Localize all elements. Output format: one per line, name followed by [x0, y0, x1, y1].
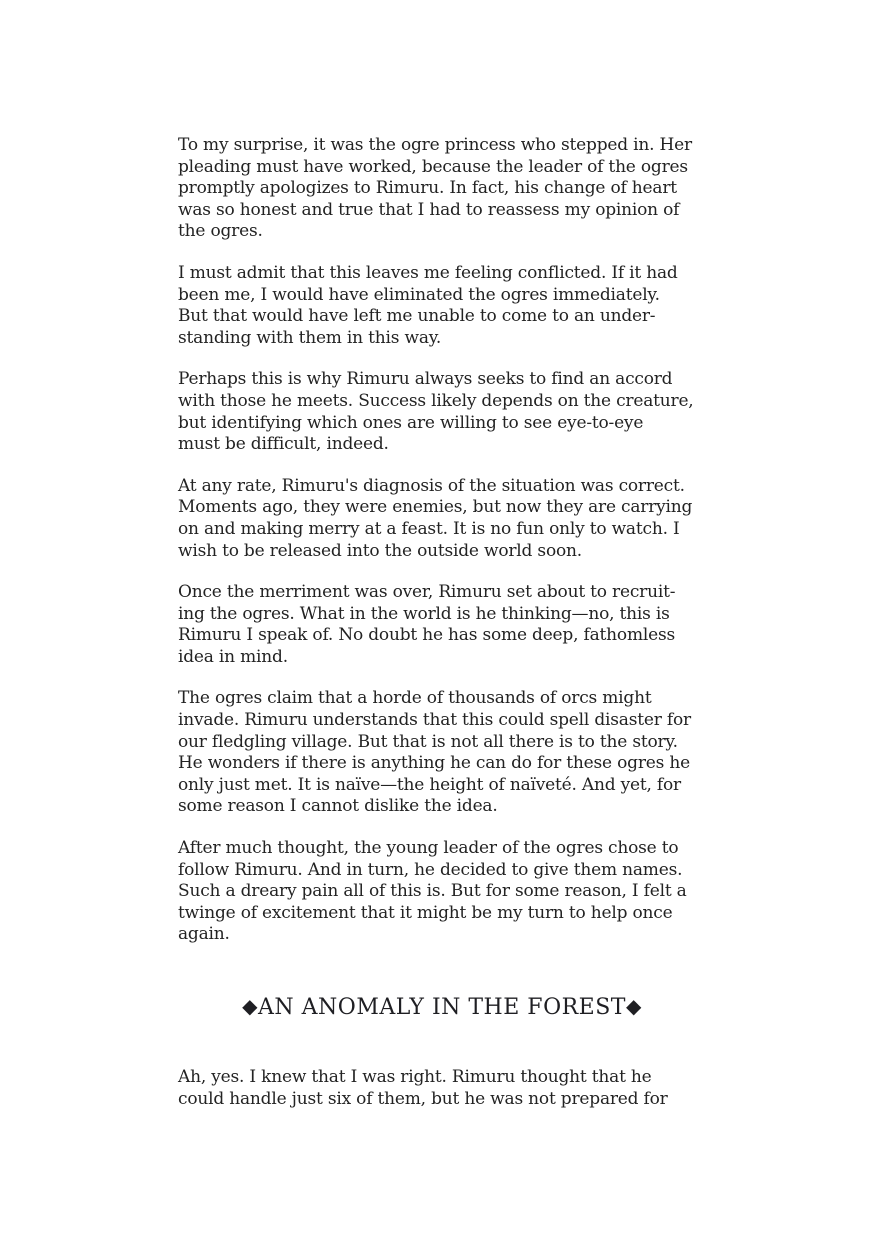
text-line: Perhaps this is why Rimuru always seeks to find an accord	[178, 369, 673, 390]
text-line: But that would have left me unable to come to an under-	[178, 306, 656, 327]
text-line: I must admit that this leaves me feeling conflicted. If it had	[178, 262, 678, 283]
text-line: After much thought, the young leader of the ogres chose to	[178, 838, 679, 859]
paragraph	[178, 838, 706, 946]
text-line: follow Rimuru. And in turn, he decided to give them names.	[178, 859, 683, 880]
paragraph	[178, 582, 706, 668]
text-line: At any rate, Rimuru's diagnosis of the situation was correct.	[178, 475, 685, 496]
text-line: invade. Rimuru understands that this could spell disaster for	[178, 710, 691, 731]
section-heading-title: AN ANOMALY IN THE FOREST	[258, 995, 626, 1020]
text-line: Rimuru I speak of. No doubt he has some deep, fathomless	[178, 625, 676, 646]
text-line: Moments ago, they were enemies, but now they are carrying	[178, 497, 693, 518]
diamond-icon: ◆	[242, 994, 259, 1018]
text-line: standing with them in this way.	[178, 327, 442, 348]
text-line: Such a dreary pain all of this is. But for some reason, I felt a	[178, 881, 687, 902]
text-line: but identifying which ones are willing to see eye-to-eye	[178, 412, 644, 433]
text-line: our fledgling village. But that is not all there is to the story.	[178, 731, 678, 752]
paragraph	[178, 135, 706, 243]
paragraph	[178, 369, 706, 455]
text-line: must be difficult, indeed.	[178, 434, 389, 455]
text-line: could handle just six of them, but he was not prepared for	[178, 1088, 668, 1109]
paragraph	[178, 1067, 706, 1110]
text-line: on and making merry at a feast. It is no fun only to watch. I	[178, 518, 680, 539]
text-line: was so honest and true that I had to reassess my opinion of	[178, 199, 680, 220]
text-line: only just met. It is naïve—the height of naïveté. And yet, for	[178, 774, 681, 795]
text-line: twinge of excitement that it might be my turn to help once	[178, 902, 673, 923]
text-line: the ogres.	[178, 221, 263, 242]
paragraph	[178, 263, 706, 349]
text-line: some reason I cannot dislike the idea.	[178, 796, 498, 817]
text-line: promptly apologizes to Rimuru. In fact, his change of heart	[178, 178, 677, 199]
text-column	[178, 135, 706, 1130]
text-line: wish to be released into the outside world soon.	[178, 540, 582, 561]
text-line: idea in mind.	[178, 646, 288, 667]
section-heading	[178, 994, 706, 1021]
paragraph	[178, 476, 706, 562]
text-line: He wonders if there is anything he can do for these ogres he	[178, 753, 690, 774]
text-line: To my surprise, it was the ogre princess who stepped in. Her	[178, 135, 692, 155]
paragraph	[178, 688, 706, 818]
text-line: ing the ogres. What in the world is he thinking—no, this is	[178, 603, 670, 624]
text-line: pleading must have worked, because the leader of the ogres	[178, 156, 688, 177]
text-line: with those he meets. Success likely depends on the creature,	[178, 390, 694, 411]
text-line: Once the merriment was over, Rimuru set about to recruit-	[178, 582, 676, 603]
diamond-icon: ◆	[625, 994, 642, 1018]
text-line: Ah, yes. I knew that I was right. Rimuru thought that he	[178, 1067, 652, 1087]
text-line: been me, I would have eliminated the ogres immediately.	[178, 284, 660, 305]
text-line: The ogres claim that a horde of thousands of orcs might	[178, 688, 652, 709]
text-line: again.	[178, 924, 230, 945]
